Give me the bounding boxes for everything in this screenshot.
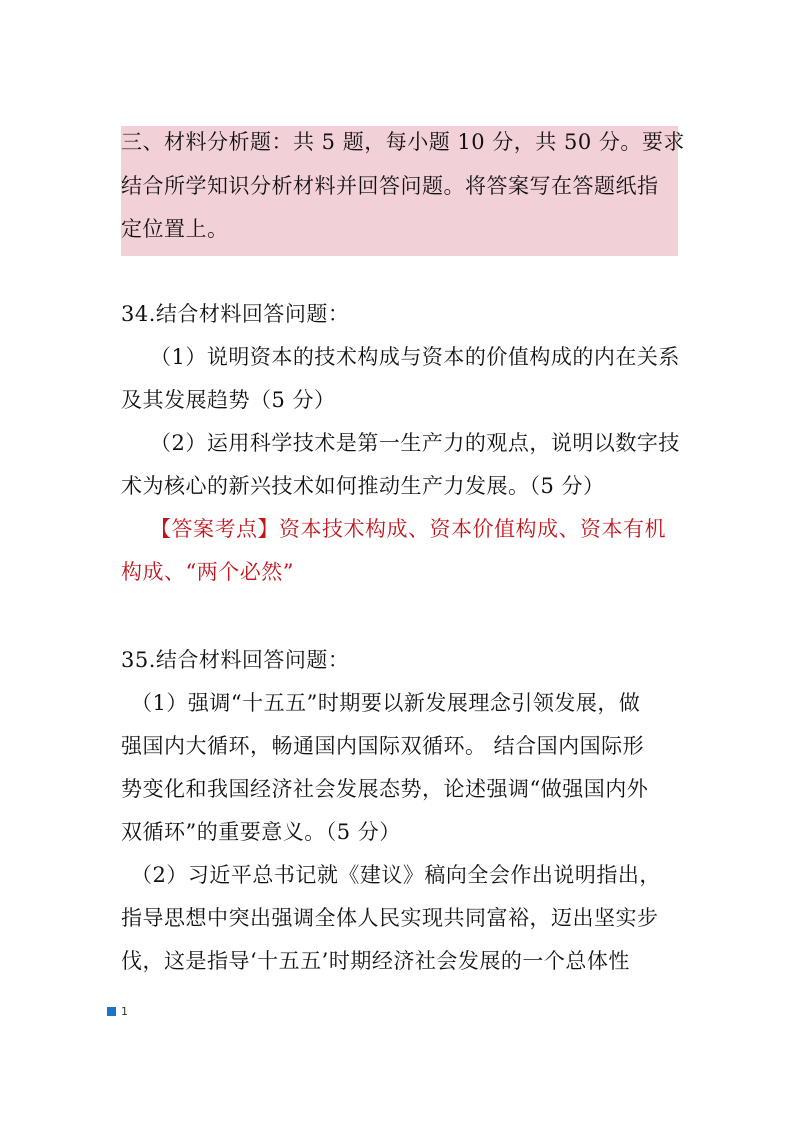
q35-part1-line-4: 双循环”的重要意义。（5 分） (121, 820, 401, 844)
page-mark-icon (107, 1007, 116, 1016)
q35-title: 35.结合材料回答问题： (121, 648, 350, 672)
q35-part2-line-1: （2）习近平总书记就《建议》稿向全会作出说明指出， (131, 863, 661, 887)
q34-part1-line-1: （1）说明资本的技术构成与资本的价值构成的内在关系 (150, 345, 680, 369)
q34-answer-line-1: 【答案考点】资本技术构成、资本价值构成、资本有机 (150, 517, 666, 541)
q34-part2-line-1: （2）运用科学技术是第一生产力的观点，说明以数字技 (150, 431, 680, 455)
section-header-line-2: 结合所学知识分析材料并回答问题。将答案写在答题纸指 (121, 174, 659, 198)
q35-part2-line-3: 伐，这是指导‘十五五’时期经济社会发展的一个总体性 (121, 949, 630, 973)
q35-part2-line-2: 指导思想中突出强调全体人民实现共同富裕，迈出坚实步 (121, 906, 659, 930)
q34-part1-line-2: 及其发展趋势（5 分） (121, 388, 336, 412)
section-header-line-3: 定位置上。 (121, 217, 229, 241)
q35-part1-line-1: （1）强调“十五五”时期要以新发展理念引领发展，做 (131, 691, 641, 715)
q35-part1-line-2: 强国内大循环，畅通国内国际双循环。 结合国内国际形 (121, 734, 645, 758)
section-header-line-1: 三、材料分析题：共 5 题，每小题 10 分，共 50 分。要求 (121, 130, 685, 154)
q35-part1-line-3: 势变化和我国经济社会发展态势，论述强调“做强国内外 (121, 777, 649, 801)
q34-answer-line-2: 构成、“两个必然” (121, 560, 294, 584)
page-number: 1 (121, 1005, 128, 1018)
page-footer (107, 1005, 128, 1018)
q34-part2-line-2: 术为核心的新兴技术如何推动生产力发展。（5 分） (121, 474, 605, 498)
q34-title: 34.结合材料回答问题： (121, 302, 350, 326)
